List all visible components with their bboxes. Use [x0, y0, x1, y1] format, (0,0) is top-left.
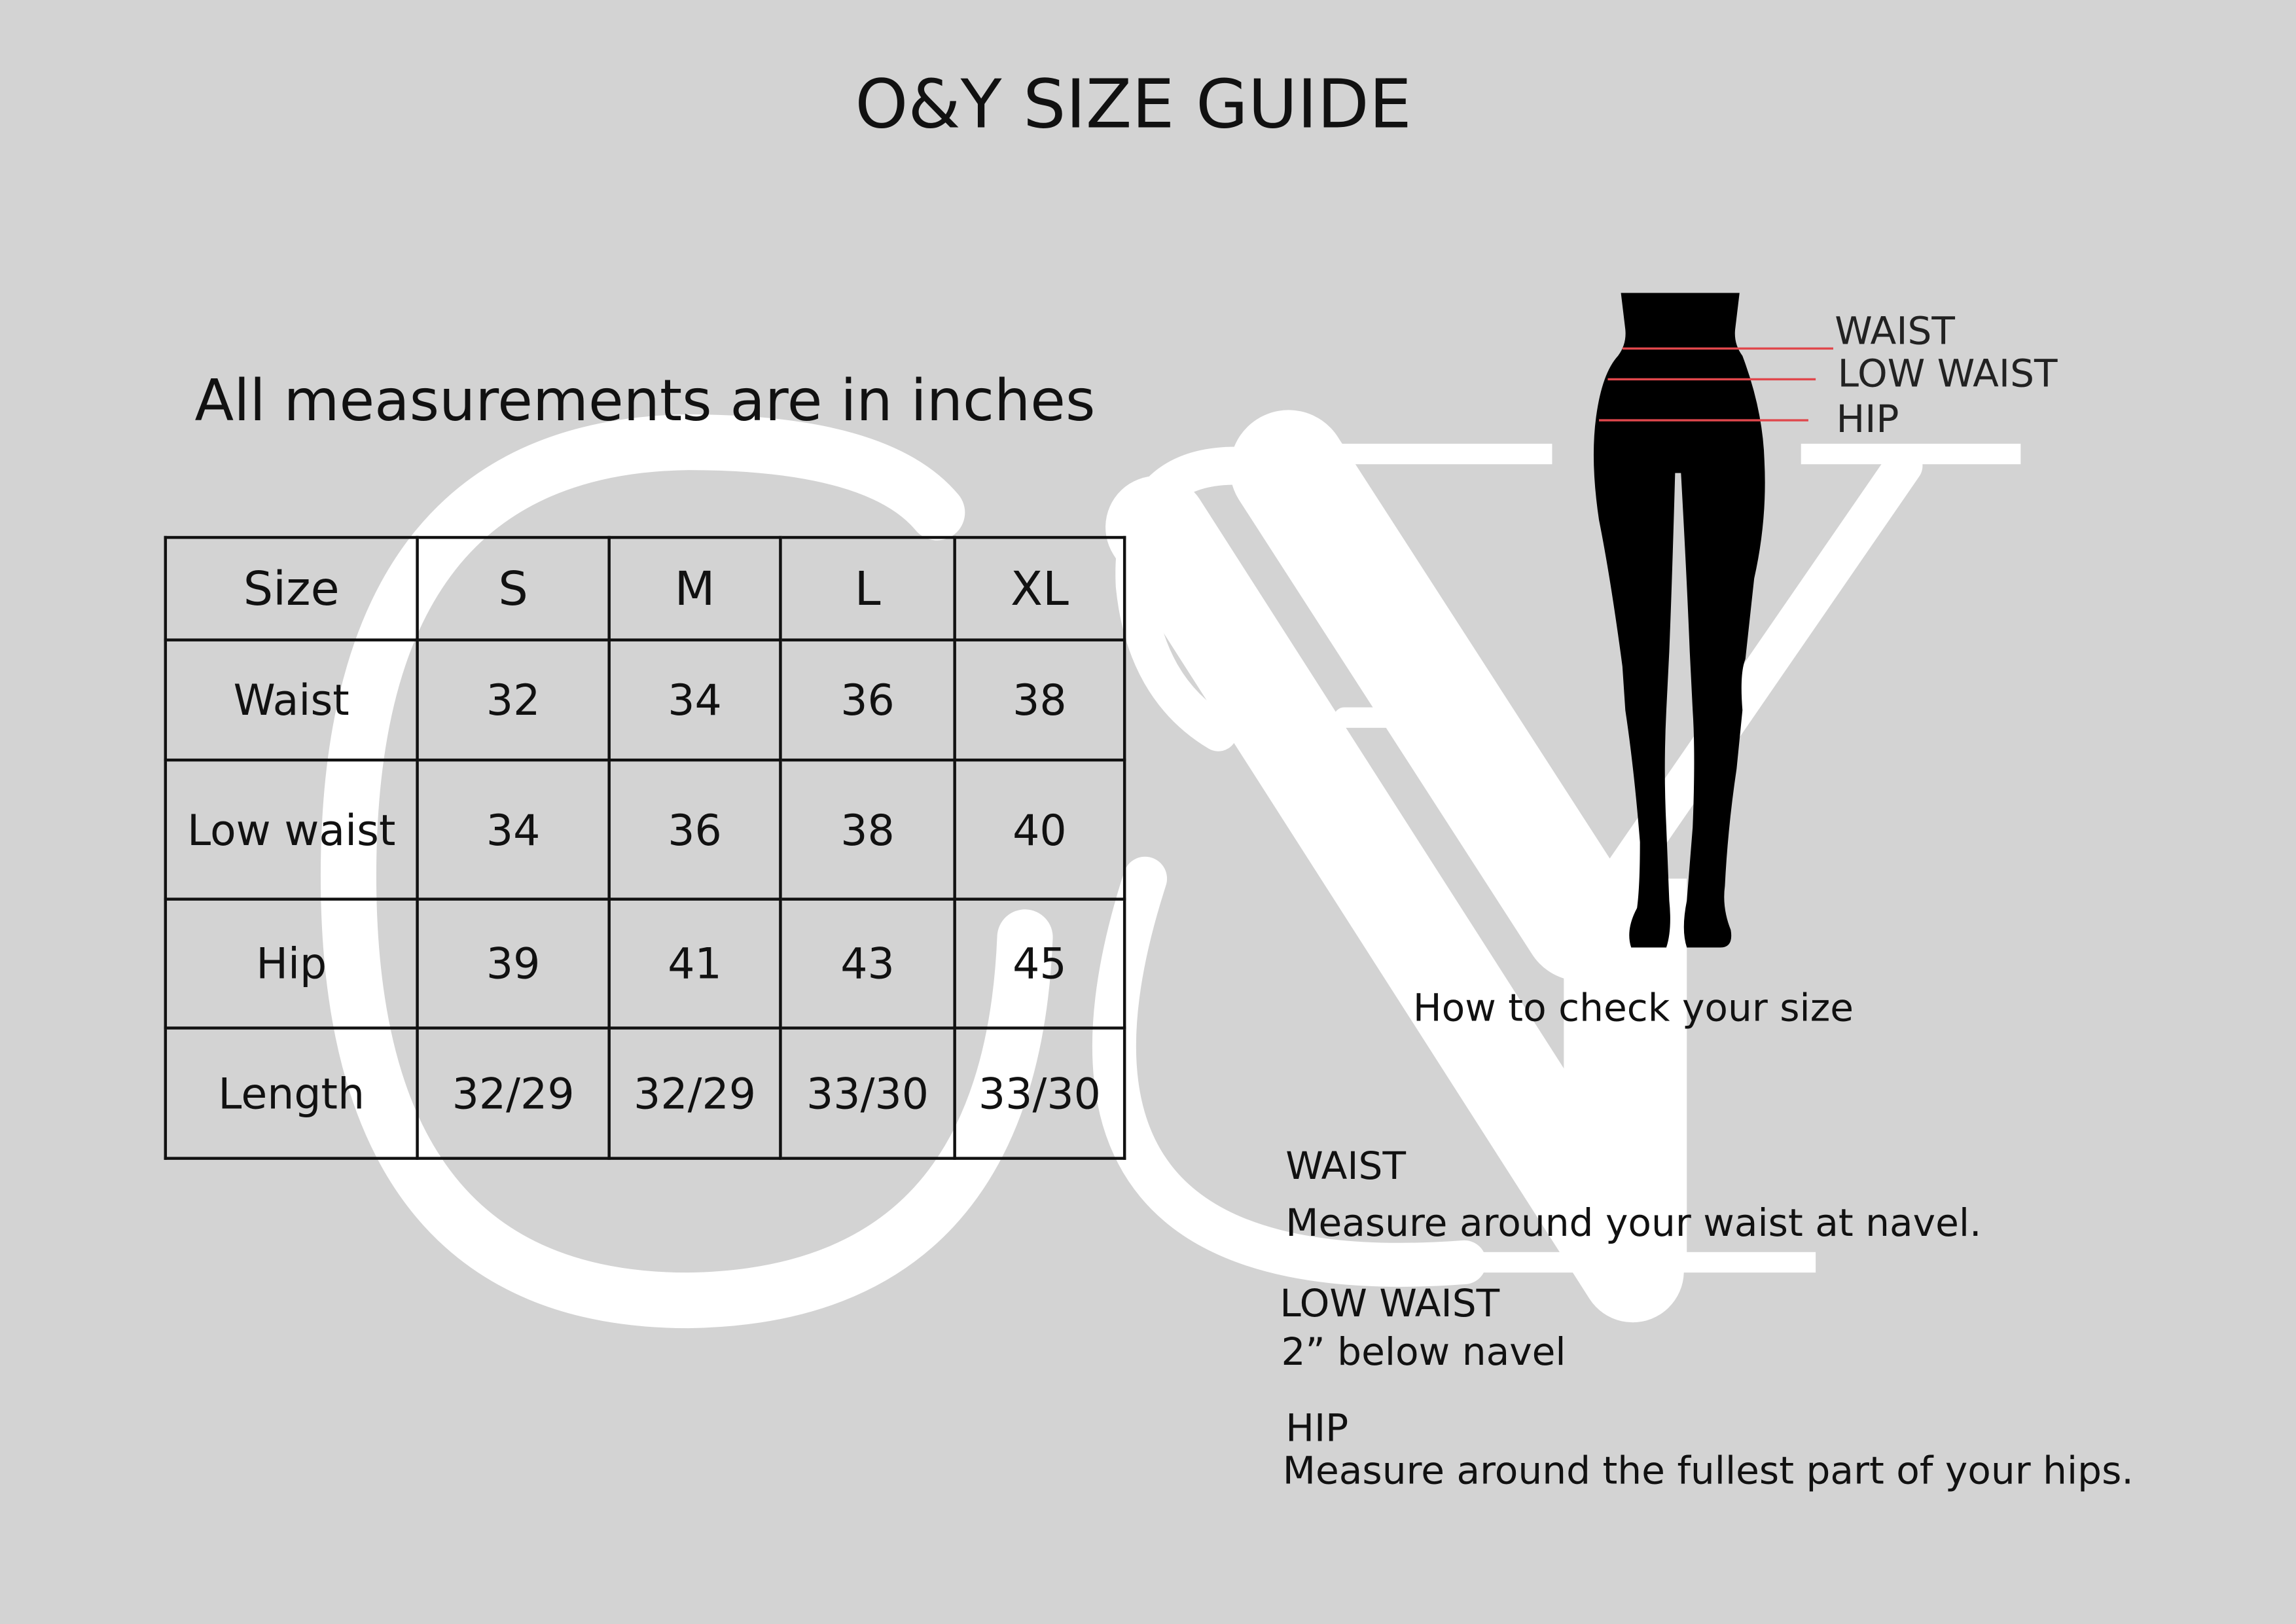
- cell: 45: [955, 899, 1125, 1028]
- header-cell: S: [418, 537, 609, 640]
- cell: 32/29: [418, 1028, 609, 1159]
- instruction-heading: LOW WAIST: [1280, 1282, 1500, 1327]
- row-label: Length: [166, 1028, 418, 1159]
- header-cell: XL: [955, 537, 1125, 640]
- cell: 36: [609, 760, 781, 899]
- cell: 33/30: [955, 1028, 1125, 1159]
- cell: 34: [609, 640, 781, 760]
- header-cell: L: [780, 537, 954, 640]
- waist-marker-label: WAIST: [1835, 310, 1955, 355]
- header-cell: Size: [166, 537, 418, 640]
- cell: 34: [418, 760, 609, 899]
- cell: 32: [418, 640, 609, 760]
- figure-caption: How to check your size: [1412, 986, 1854, 1031]
- cell: 38: [780, 760, 954, 899]
- instruction-heading: WAIST: [1285, 1145, 1407, 1189]
- cell: 40: [955, 760, 1125, 899]
- row-label: Low waist: [166, 760, 418, 899]
- header-cell: M: [609, 537, 781, 640]
- row-label: Waist: [166, 640, 418, 760]
- instruction-heading: HIP: [1285, 1407, 1349, 1452]
- cell: 32/29: [609, 1028, 781, 1159]
- cell: 38: [955, 640, 1125, 760]
- cell: 41: [609, 899, 781, 1028]
- cell: 33/30: [780, 1028, 954, 1159]
- row-label: Hip: [166, 899, 418, 1028]
- instruction-text: Measure around your waist at navel.: [1285, 1202, 1982, 1246]
- hip-marker-label: HIP: [1836, 398, 1899, 442]
- units-note: All measurements are in inches: [194, 369, 1096, 435]
- instruction-text: Measure around the fullest part of your hips.: [1282, 1449, 2134, 1494]
- cell: 39: [418, 899, 609, 1028]
- cell: 36: [780, 640, 954, 760]
- instruction-text: 2” below navel: [1281, 1331, 1566, 1375]
- page-title: O&Y SIZE GUIDE: [855, 64, 1412, 144]
- low-waist-marker-label: LOW WAIST: [1837, 353, 2058, 397]
- cell: 43: [780, 899, 954, 1028]
